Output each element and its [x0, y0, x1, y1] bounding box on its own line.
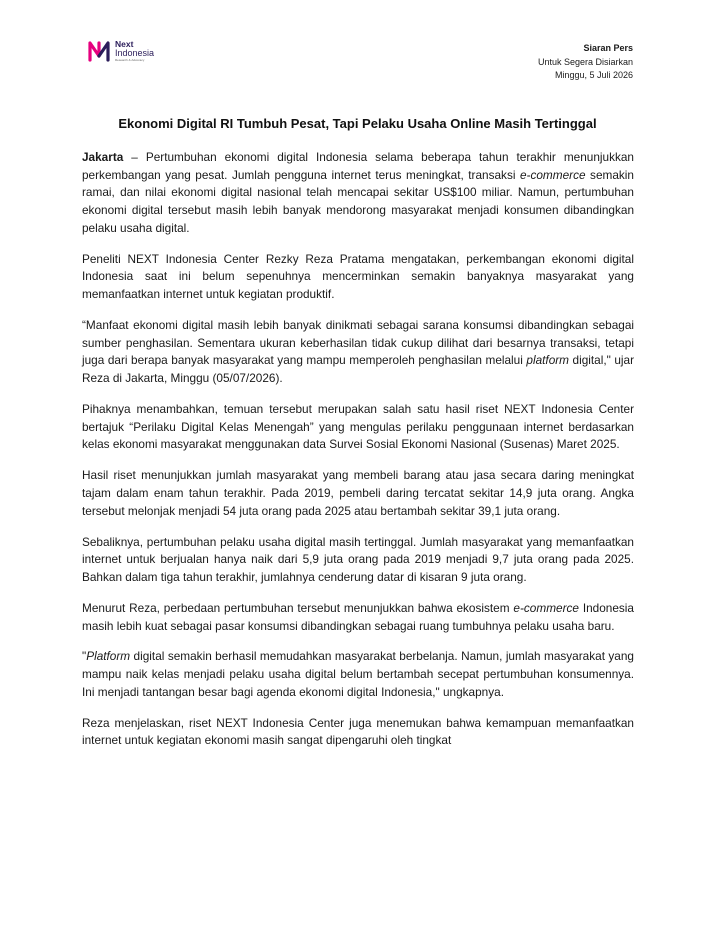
- paragraph-4: Pihaknya menambahkan, temuan tersebut merupakan salah satu hasil riset NEXT Indonesia Center bertajuk “Perilaku Digital Kelas Menengah” yang mengulas perilaku penggunaan internet berdasarkan kelas ekonomi masyarakat menggunakan data Survei Sosial Ekonomi Nasional (Susenas) Maret 2025.: [82, 402, 634, 452]
- next-indonesia-logo-icon: [86, 38, 112, 64]
- paragraph-8: "Platform digital semakin berhasil memudahkan masyarakat berbelanja. Namun, jumlah masyarakat yang mampu naik kelas menjadi pelaku usaha digital belum bertambah secepat pertumbuhan konsumennya. Ini menjadi tantangan besar bagi agenda ekonomi digital Indonesia," ungkapnya.: [82, 649, 634, 699]
- headline: Ekonomi Digital RI Tumbuh Pesat, Tapi Pelaku Usaha Online Masih Tertinggal: [118, 116, 597, 131]
- paragraph-2: Peneliti NEXT Indonesia Center Rezky Reza Pratama mengatakan, perkembangan ekonomi digital Indonesia saat ini belum sepenuhnya mencerminkan semakin banyaknya masyarakat yang memanfaatkan internet untuk kegiatan produktif.: [82, 251, 634, 302]
- paragraph-6: Sebaliknya, pertumbuhan pelaku usaha digital masih tertinggal. Jumlah masyarakat yang memanfaatkan internet untuk berjualan hanya naik dari 5,9 juta orang pada 2019 menjadi 9,7 juta orang pada 2025. Bahkan dalam tiga tahun terakhir, jumlahnya cenderung datar di kisaran 9 juta orang.: [82, 534, 634, 584]
- release-date: Minggu, 5 Juli 2026: [554, 70, 633, 80]
- logo-name-line1: Next: [115, 38, 134, 49]
- paragraph-1: Jakarta – Pertumbuhan ekonomi digital Indonesia selama beberapa tahun terakhir menunjukkan perkembangan yang pesat. Jumlah pengguna internet terus meningkat, transaksi e-commerce semakin ramai, dan nilai ekonomi digital nasional telah mencapai sekitar US$100 miliar. Namun, pertumbuhan ekonomi digital tersebut masih lebih banyak mendorong masyarakat menjadi konsumen dibandingkan pelaku usaha digital.: [82, 150, 634, 235]
- dateline: Jakarta: [82, 150, 124, 164]
- release-meta: [538, 42, 633, 83]
- release-label: Siaran Pers: [583, 43, 633, 53]
- paragraph-7: Menurut Reza, perbedaan pertumbuhan tersebut menunjukkan bahwa ekosistem e-commerce Indonesia masih lebih kuat sebagai pasar konsumsi dibandingkan sebagai ruang tumbuhnya pelaku usaha baru.: [82, 600, 634, 633]
- logo-tagline: Research & Advocacy: [115, 58, 145, 63]
- next-indonesia-logo: [86, 38, 154, 64]
- paragraph-3: “Manfaat ekonomi digital masih lebih banyak dinikmati sebagai sarana konsumsi dibandingkan sebagai sumber penghasilan. Sementara ukuran keberhasilan tidak cukup dilihat dari besarnya transaksi, tetapi juga dari berapa banyak masyarakat yang mampu memperoleh penghasilan melalui platform digital," ujar Reza di Jakarta, Minggu (05/07/2026).: [82, 318, 635, 386]
- logo-name-line2: Indonesia: [115, 48, 155, 59]
- paragraph-5: Hasil riset menunjukkan jumlah masyarakat yang membeli barang atau jasa secara daring meningkat tajam dalam enam tahun terakhir. Pada 2019, pembeli daring tercatat sekitar 14,9 juta orang. Angka tersebut melonjak menjadi 54 juta orang pada 2025 atau bertambah sekitar 39,1 juta orang.: [82, 468, 634, 518]
- release-status: Untuk Segera Disiarkan: [537, 56, 633, 67]
- article-body: [82, 149, 634, 763]
- paragraph-9: Reza menjelaskan, riset NEXT Indonesia Center juga menemukan bahwa kemampuan memanfaatkan internet untuk kegiatan ekonomi masih sangat dipengaruhi oleh tingkat: [82, 715, 634, 748]
